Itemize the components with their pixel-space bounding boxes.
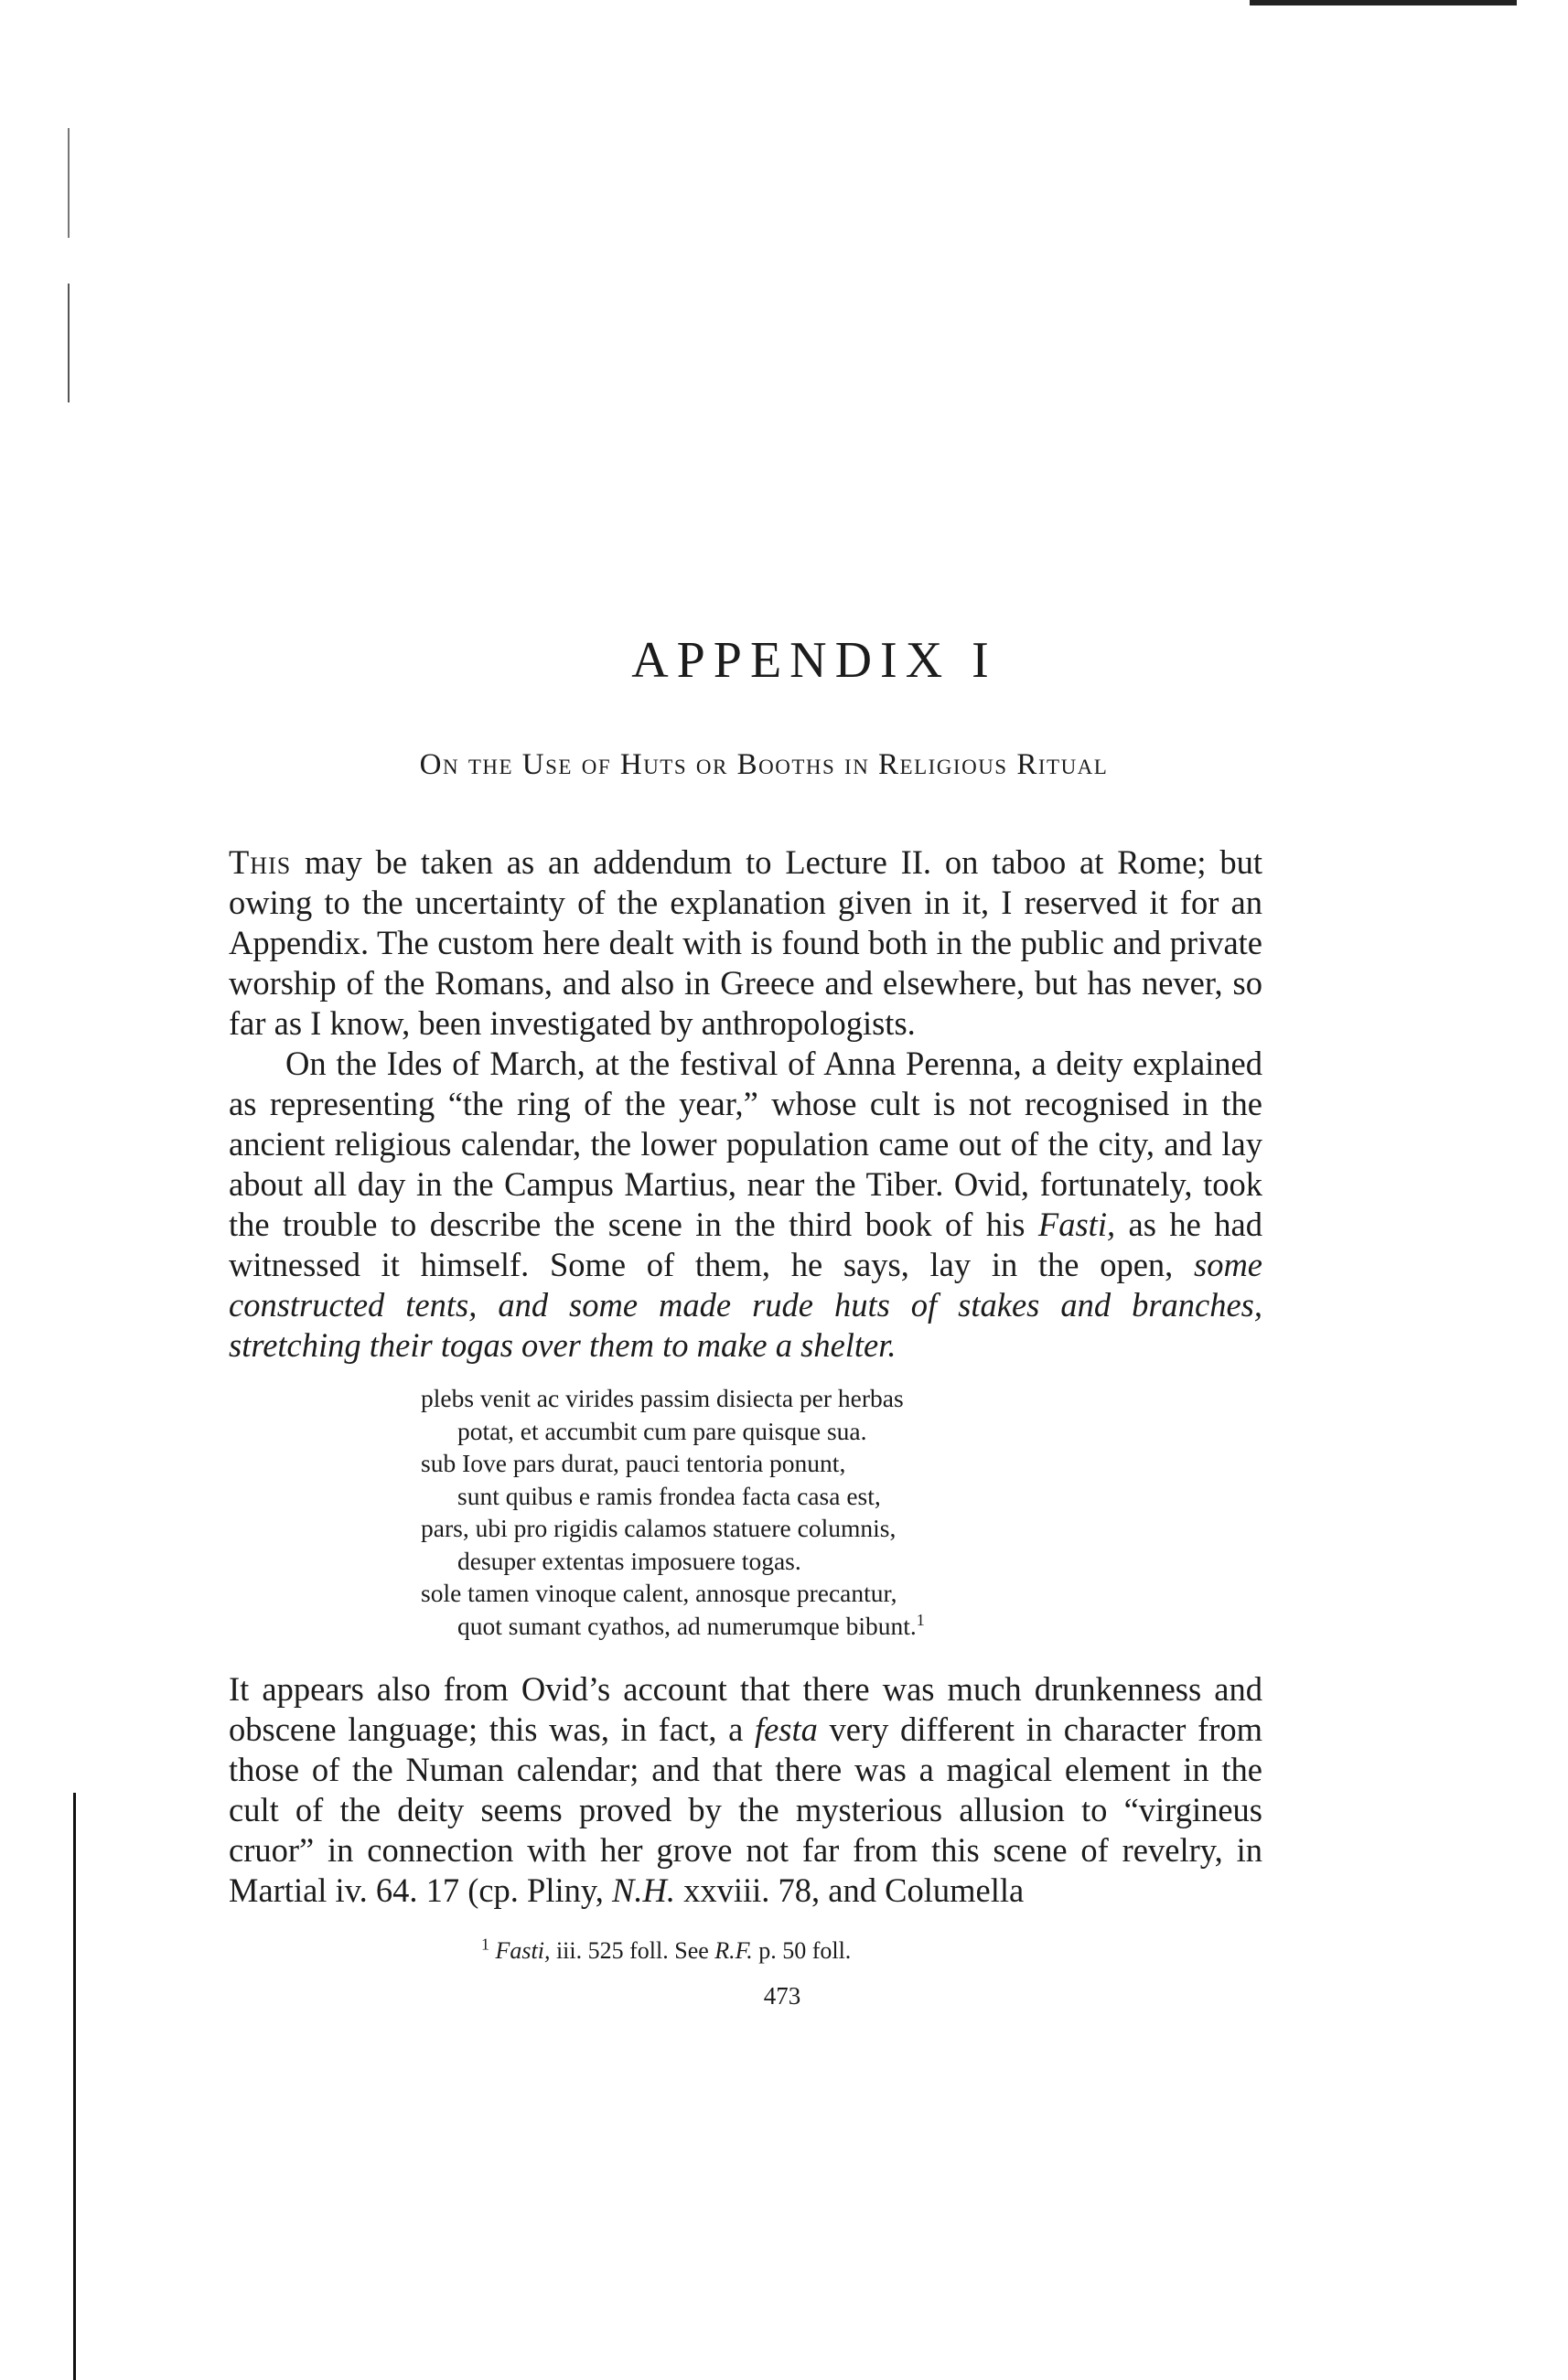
footnote-ref: iii. 525 foll. See [550, 1937, 715, 1964]
paragraph-text: xxviii. 78, and Columella [675, 1871, 1025, 1909]
italic-festa: festa [754, 1710, 818, 1748]
verse-line: sole tamen vinoque calent, annosque precantur, [421, 1579, 897, 1607]
paragraph-text: It appears also from Ovid’s account that there was much drunkenness and obscene language; this was, in fact, a [229, 1670, 1262, 1748]
scan-mark-top [68, 128, 70, 238]
footnote-marker: 1 [916, 1610, 925, 1629]
page-number: 473 [763, 1982, 801, 2010]
scan-mark-bottom [73, 1793, 76, 2380]
paragraph-text: as he had witnessed it himself. Some of them, he says, lay in the open, [229, 1206, 1262, 1283]
footnote-number: 1 [481, 1935, 489, 1954]
verse-line: desuper extentas imposuere togas. [457, 1546, 801, 1575]
latin-verse-quote [421, 1382, 1262, 1642]
verse-line: pars, ubi pro rigidis calamos statuere columnis, [421, 1514, 897, 1542]
paragraph-intro [229, 842, 1262, 1044]
verse-line: potat, et accumbit cum pare quisque sua. [457, 1416, 867, 1445]
scan-mark-middle [68, 284, 70, 402]
paragraph-text: On the Ides of March, at the festival of Anna Perenna, a deity explained as representing “the ring of the year,” whose cult is not recognised in the ancient religious calendar, the lower population came out of the city, and lay about all day in the Campus Martius, near the Tiber. Ovid, fortunately, took the trouble to describe the scene in the third book of his [229, 1045, 1262, 1243]
verse-line-text: quot sumant cyathos, ad numerumque bibunt. [457, 1611, 917, 1640]
paragraph-lead-word: This [229, 843, 292, 881]
page-body [229, 631, 1262, 2010]
footnote-rf: R.F. [714, 1937, 753, 1964]
appendix-subtitle: On the Use of Huts or Booths in Religious Ritual [419, 748, 1109, 781]
footnote [481, 1936, 1262, 1966]
paragraph-text: very different in character from those of the Numan calendar; and that there was a magical element in the cult of the deity seems proved by the mysterious allusion to “virgineus cruor” in connection with her grove not far from this scene of revelry, in Martial iv. 64. 17 (cp. Pliny, [229, 1710, 1262, 1909]
paragraph-intro-text: may be taken as an addendum to Lecture II. on taboo at Rome; but owing to the uncertainty of the explanation given in it, I reserved it for an Appendix. The custom here dealt with is found both in the public and private worship of the Romans, and also in Greece and elsewhere, but has never, so far as I know, been investigated by anthropologists. [229, 843, 1262, 1042]
paragraph-anna-perenna [229, 1044, 1262, 1366]
verse-line: sub Iove pars durat, pauci tentoria ponunt, [421, 1449, 846, 1477]
verse-line: sunt quibus e ramis frondea facta casa est, [457, 1481, 881, 1510]
verse-line: plebs venit ac virides passim disiecta per herbas [421, 1384, 904, 1412]
verse-line-last [421, 1610, 1262, 1643]
footnote-tail: p. 50 foll. [752, 1937, 852, 1964]
footnote-source: Fasti, [495, 1937, 551, 1964]
appendix-title: APPENDIX I [631, 632, 997, 689]
top-edge-rule [1250, 0, 1517, 5]
italic-nh: N.H. [612, 1871, 675, 1909]
work-title-fasti: Fasti, [1037, 1206, 1116, 1243]
paragraph-ovid-account [229, 1669, 1262, 1911]
italic-translation: some constructed tents, and some made rude huts of stakes and branches, stretching their togas over them to make a shelter. [229, 1246, 1262, 1364]
